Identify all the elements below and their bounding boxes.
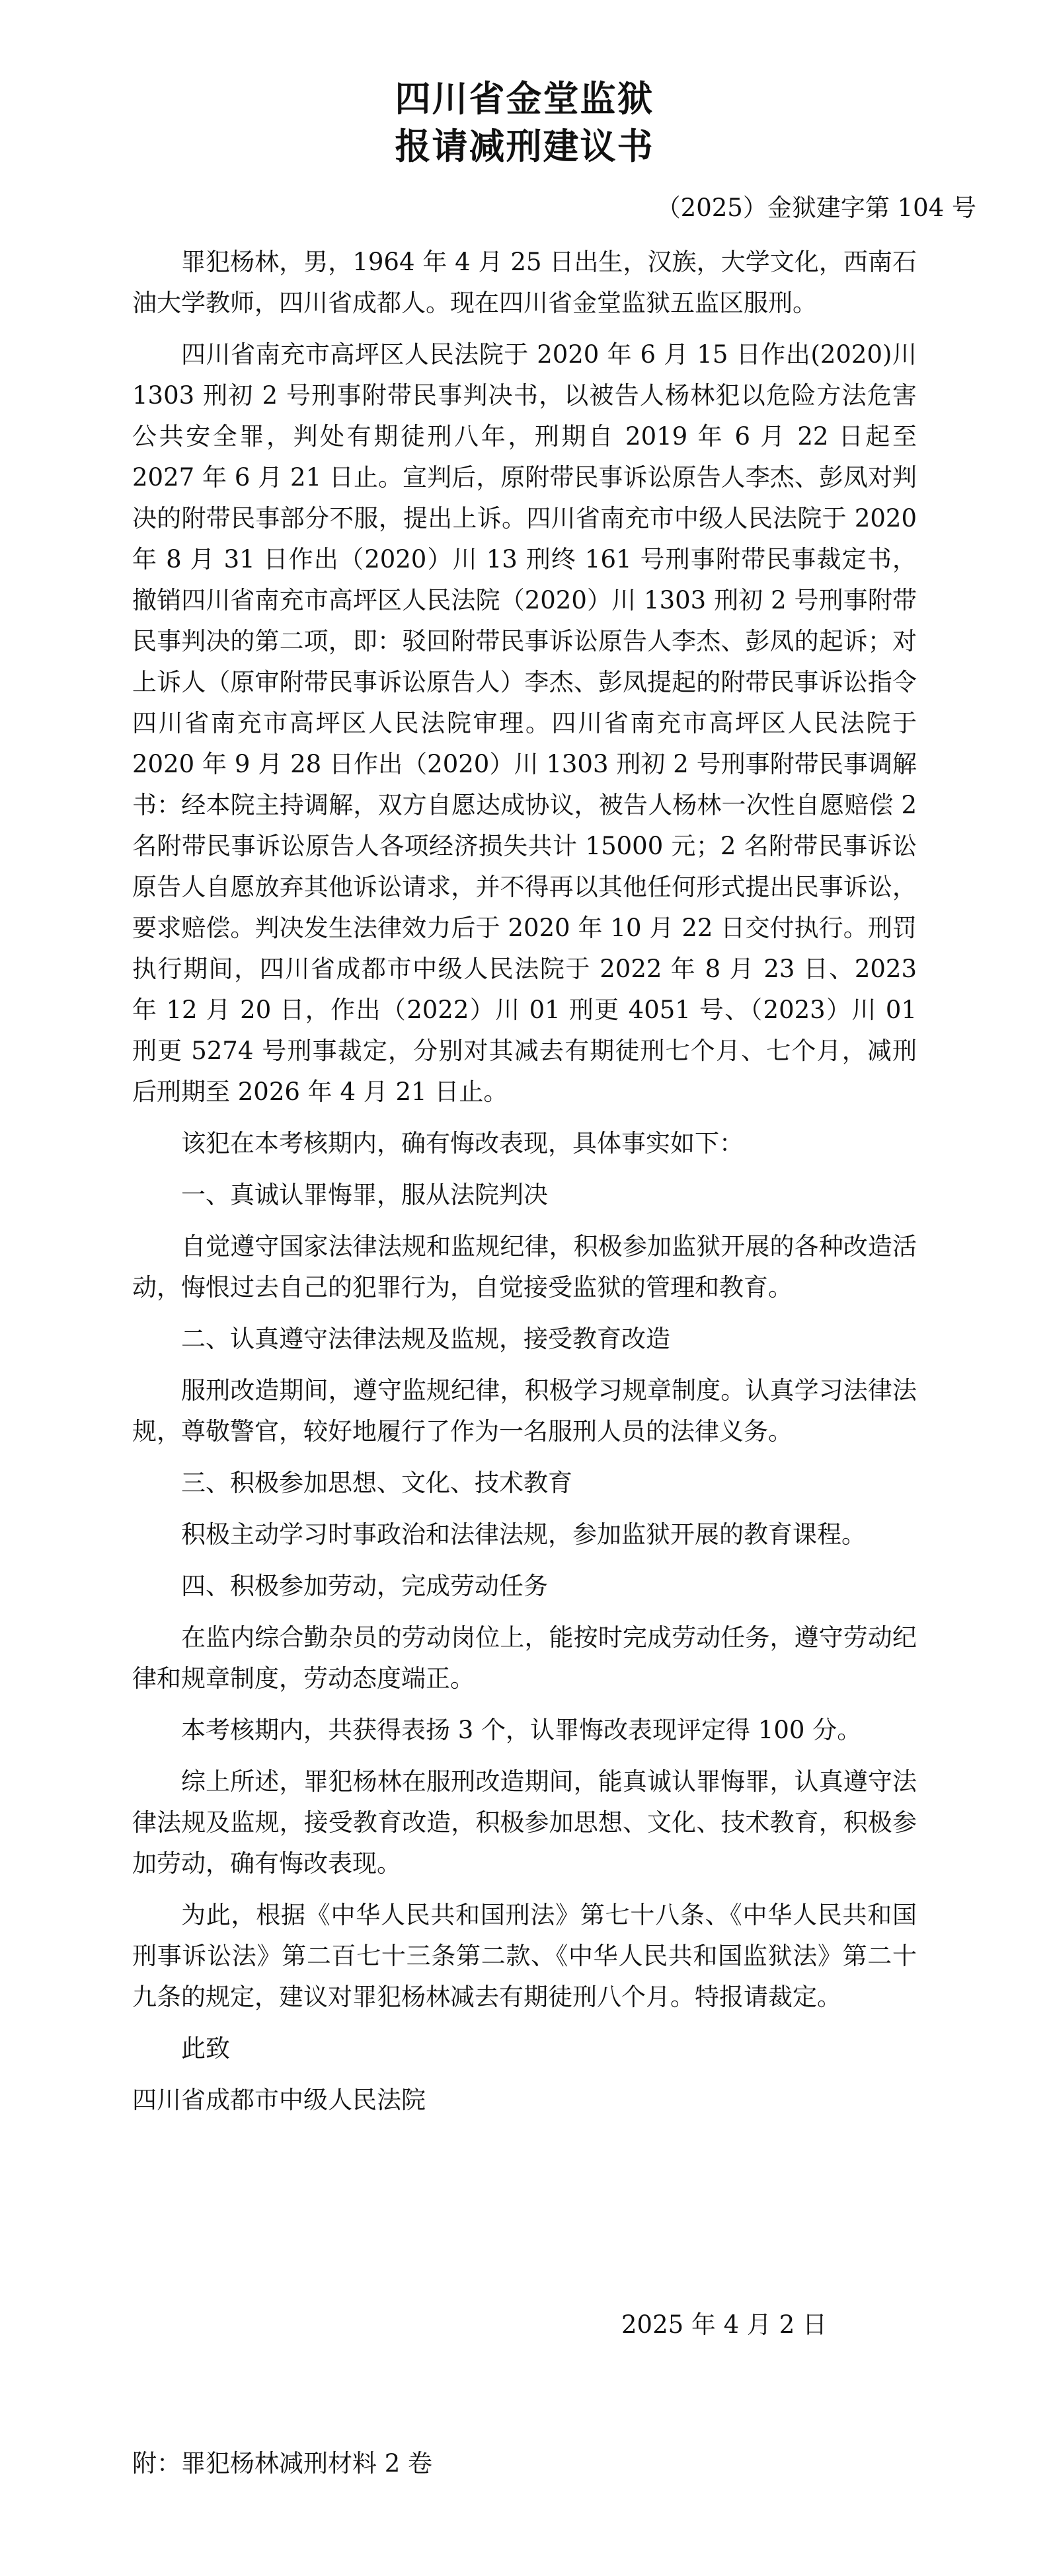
- paragraph-summary: 综上所述，罪犯杨林在服刑改造期间，能真诚认罪悔罪，认真遵守法律法规及监规，接受教育改造，积极参加思想、文化、技术教育，积极参加劳动，确有悔改表现。: [132, 1767, 917, 1878]
- section-body-2: 服刑改造期间，遵守监规纪律，积极学习规章制度。认真学习法律法规，尊敬警官，较好地履行了作为一名服刑人员的法律义务。: [132, 1376, 917, 1446]
- section-body-3: 积极主动学习时事政治和法律法规，参加监狱开展的教育课程。: [181, 1520, 866, 1549]
- paragraph-intro-facts: 该犯在本考核期内，确有悔改表现，具体事实如下：: [181, 1129, 744, 1158]
- recipient-court: 四川省成都市中级人民法院: [132, 2086, 426, 2114]
- document-number: （2025）金狱建字第 104 号: [656, 194, 976, 222]
- section-body-1: 自觉遵守国家法律法规和监规纪律，积极参加监狱开展的各种改造活动，悔恨过去自己的犯罪行为，自觉接受监狱的管理和教育。: [132, 1232, 917, 1302]
- section-heading-3: 三、积极参加思想、文化、技术教育: [181, 1469, 572, 1497]
- document-title-line2: 报请减刑建议书: [395, 126, 654, 167]
- paragraph-salutation: 此致: [181, 2034, 230, 2063]
- section-body-4: 在监内综合勤杂员的劳动岗位上，能按时完成劳动任务，遵守劳动纪律和规章制度，劳动态度端正。: [132, 1623, 917, 1693]
- paragraph-criminal-info: 罪犯杨林，男，1964 年 4 月 25 日出生，汉族，大学文化，西南石油大学教师，四川省成都人。现在四川省金堂监狱五监区服刑。: [132, 248, 917, 317]
- paragraph-awards: 本考核期内，共获得表扬 3 个，认罪悔改表现评定得 100 分。: [181, 1716, 862, 1744]
- section-heading-1: 一、真诚认罪悔罪，服从法院判决: [181, 1181, 548, 1209]
- document-title-line1: 四川省金堂监狱: [395, 78, 654, 120]
- document-body: [132, 242, 917, 2131]
- paragraph-recommendation: 为此，根据《中华人民共和国刑法》第七十八条、《中华人民共和国刑事诉讼法》第二百七十三条第二款、《中华人民共和国监狱法》第二十九条的规定，建议对罪犯杨林减去有期徒刑八个月。特报请裁定。: [132, 1901, 917, 2011]
- section-heading-4: 四、积极参加劳动，完成劳动任务: [181, 1572, 548, 1600]
- section-heading-2: 二、认真遵守法律法规及监规，接受教育改造: [181, 1325, 670, 1353]
- attachment-note: 附：罪犯杨林减刑材料 2 卷: [132, 2449, 433, 2478]
- document-date: 2025 年 4 月 2 日: [621, 2310, 828, 2339]
- paragraph-case-history: 四川省南充市高坪区人民法院于 2020 年 6 月 15 日作出(2020)川 1303 刑初 2 号刑事附带民事判决书，以被告人杨林犯以危险方法危害公共安全罪，判处有期徒刑八年，刑期自 2019 年 6 月 22 日起至 2027 年 6 月 21 日止。宣判后，原附带民事诉讼原告人李杰、彭凤对判决的附带民事部分不服，提出上诉。四川省南充市中级人民法院于 2020 年 8 月 31 日作出（2020）川 13 刑终 161 号刑事附带民事裁定书，撤销四川省南充市高坪区人民法院（2020）川 1303 刑初 2 号刑事附带民事判决的第二项，即：驳回附带民事诉讼原告人李杰、彭凤的起诉；对上诉人（原审附带民事诉讼原告人）李杰、彭凤提起的附带民事诉讼指令四川省南充市高坪区人民法院审理。四川省南充市高坪区人民法院于 2020 年 9 月 28 日作出（2020）川 1303 刑初 2 号刑事附带民事调解书：经本院主持调解，双方自愿达成协议，被告人杨林一次性自愿赔偿 2 名附带民事诉讼原告人各项经济损失共计 15000 元；2 名附带民事诉讼原告人自愿放弃其他诉讼请求，并不得再以其他任何形式提出民事诉讼，要求赔偿。判决发生法律效力后于 2020 年 10 月 22 日交付执行。刑罚执行期间，四川省成都市中级人民法院于 2022 年 8 月 23 日、2023 年 12 月 20 日，作出（2022）川 01 刑更 4051 号、（2023）川 01 刑更 5274 号刑事裁定，分别对其减去有期徒刑七个月、七个月，减刑后刑期至 2026 年 4 月 21 日止。: [132, 340, 917, 1106]
